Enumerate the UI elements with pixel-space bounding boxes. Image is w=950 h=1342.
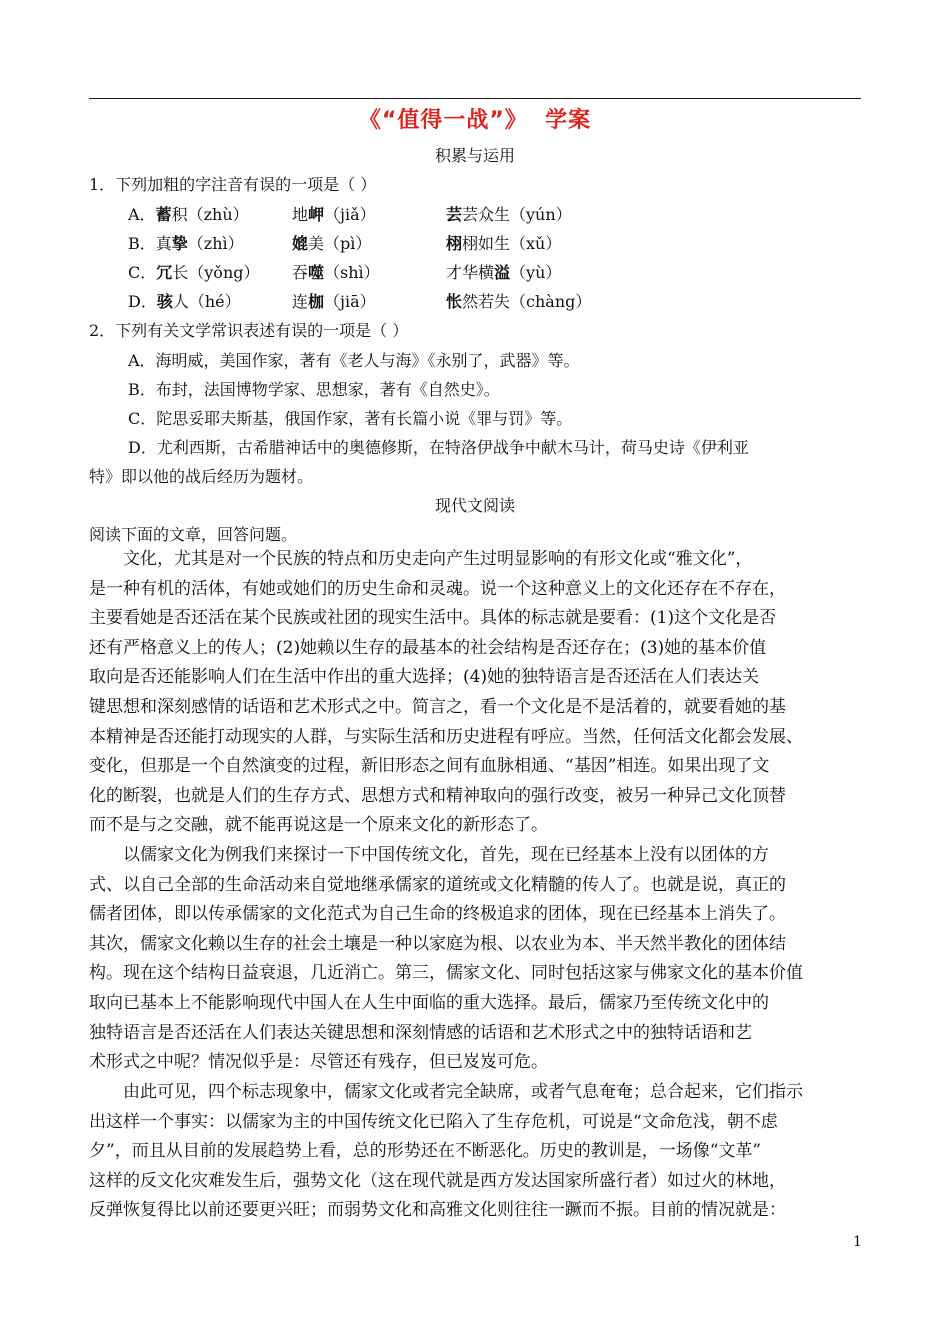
question-2-option-a: A．海明威，美国作家，著有《老人与海》《永别了，武器》等。 — [128, 351, 580, 370]
bold-char: 骇 — [156, 292, 173, 311]
option-label: D． — [128, 292, 157, 311]
option-b — [128, 231, 244, 254]
option-text: 栩如生（xǔ） — [462, 234, 562, 253]
option-label: A． — [128, 205, 156, 224]
bold-char: 芸 — [446, 205, 463, 224]
question-2-option-d-continued: 特》即以他的战后经历为题材。 — [89, 467, 314, 486]
header-rule — [89, 98, 861, 99]
text-line: 独特语言是否还活在人们表达关键思想和深刻情感的话语和艺术形式之中的独特话语和艺 — [89, 1022, 752, 1043]
option-a — [128, 202, 249, 225]
bold-char: 冗 — [156, 263, 173, 282]
text-line: 出这样一个事实：以儒家为主的中国传统文化已陷入了生存危机，可说是“文命危浅，朝不虑 — [89, 1111, 778, 1132]
page-number: 1 — [853, 1234, 862, 1250]
option-d-item-3 — [446, 289, 591, 312]
text-line: 儒者团体，即以传承儒家的文化范式为自己生命的终极追求的团体，现在已经基本上消失了。 — [89, 904, 786, 925]
text-line: 以儒家文化为例我们来探讨一下中国传统文化，首先，现在已经基本上没有以团体的方 — [89, 845, 769, 865]
reading-instructions: 阅读下面的文章，回答问题。 — [89, 525, 298, 544]
option-text: （yù） — [510, 263, 562, 282]
option-text: 积（zhù） — [171, 205, 249, 224]
question-2-option-b: B．布封，法国博物学家、思想家，著有《自然史》。 — [128, 380, 500, 399]
text-line: 反弹恢复得比以前还要更兴旺；而弱势文化和高雅文化则往往一蹶而不振。目前的情况就是： — [89, 1200, 786, 1221]
text-line: 取向已基本上不能影响现代中国人在人生中面临的重大选择。最后，儒家乃至传统文化中的 — [89, 992, 769, 1013]
option-text: 人（hé） — [172, 292, 241, 311]
question-1-stem: 1．下列加粗的字注音有误的一项是（ ） — [89, 175, 377, 194]
option-text: （zhì） — [187, 234, 244, 253]
option-text: 美（pì） — [308, 234, 372, 253]
option-text: 真 — [155, 234, 172, 253]
option-a-item-3 — [446, 202, 572, 225]
article-paragraph-3 — [89, 1078, 861, 1226]
section-heading-accumulation: 积累与运用 — [434, 146, 515, 165]
bold-char: 溢 — [494, 263, 511, 282]
option-text: 吞 — [292, 263, 309, 282]
option-text: （jiǎ） — [324, 205, 376, 224]
option-a-item-2 — [292, 202, 376, 225]
article-paragraph-1 — [89, 545, 861, 841]
text-line: 而不是与之交融，就不能再说这是一个原来文化的新形态了。 — [89, 815, 548, 836]
option-text: 连 — [292, 292, 309, 311]
option-text: （jiā） — [324, 292, 376, 311]
bold-char: 枷 — [308, 292, 325, 311]
text-line: 键思想和深刻感情的话语和艺术形式之中。简言之，看一个文化是不是活着的，就要看她的基 — [89, 696, 786, 717]
option-label: B． — [128, 234, 156, 253]
text-line: 化的断裂，也就是人们的生存方式、思想方式和精神取向的强行改变，被另一种异己文化顶替 — [89, 785, 786, 806]
text-line: 文化，尤其是对一个民族的特点和历史走向产生过明显影响的有形文化或“雅文化”， — [89, 549, 753, 569]
option-d-item-2 — [292, 289, 376, 312]
option-c — [128, 260, 260, 283]
option-label: C． — [128, 263, 157, 282]
text-line: 是一种有机的活体，有她或她们的历史生命和灵魂。说一个这种意义上的文化还存在不存在， — [89, 578, 786, 599]
bold-char: 噬 — [308, 263, 325, 282]
option-c-item-2 — [292, 260, 380, 283]
bold-char: 媲 — [292, 234, 309, 253]
option-b-item-3 — [446, 231, 561, 254]
text-line: 这样的反文化灾难发生后，强势文化（这在现代就是西方发达国家所盛行者）如过火的林地， — [89, 1170, 786, 1191]
section-heading-reading: 现代文阅读 — [434, 496, 515, 515]
option-text: 然若失（chàng） — [462, 292, 592, 311]
text-line: 由此可见，四个标志现象中，儒家文化或者完全缺席，或者气息奄奄；总合起来，它们指示 — [89, 1082, 803, 1102]
bold-char: 蓄 — [155, 205, 172, 224]
option-d — [128, 289, 241, 312]
option-text: 地 — [292, 205, 309, 224]
text-line: 主要看她是否还活在某个民族或社团的现实生活中。具体的标志就是要看：(1)这个文化是否 — [89, 608, 777, 629]
bold-char: 栩 — [446, 234, 463, 253]
option-text: 芸众生（yún） — [462, 205, 572, 224]
text-line: 本精神是否还能打动现实的人群，与实际生活和历史进程有呼应。当然，任何活文化都会发展、 — [89, 726, 803, 747]
article-paragraph-2 — [89, 841, 861, 1078]
option-text: 长（yǒng） — [172, 263, 260, 282]
text-line: 其次，儒家文化赖以生存的社会土壤是一种以家庭为根、以农业为本、半天然半教化的团体结 — [89, 933, 786, 954]
question-2-option-d: D．尤利西斯，古希腊神话中的奥德修斯，在特洛伊战争中献木马计，荷马史诗《伊利亚 — [128, 438, 749, 457]
bold-char: 怅 — [446, 292, 463, 311]
option-text: （shì） — [324, 263, 380, 282]
text-line: 夕”，而且从目前的发展趋势上看，总的形势还在不断恶化。历史的教训是，一场像“文革” — [89, 1141, 762, 1162]
bold-char: 岬 — [308, 205, 325, 224]
question-2-stem: 2．下列有关文学常识表述有误的一项是（ ） — [89, 321, 409, 340]
option-b-item-2 — [292, 231, 371, 254]
text-line: 构。现在这个结构日益衰退，几近消亡。第三，儒家文化、同时包括这家与佛家文化的基本价值 — [89, 963, 803, 984]
text-line: 取向是否还能影响人们在生活中作出的重大选择；(4)她的独特语言是否还活在人们表达关 — [89, 667, 760, 688]
question-2-option-c: C．陀思妥耶夫斯基，俄国作家，著有长篇小说《罪与罚》等。 — [128, 409, 573, 428]
text-line: 还有严格意义上的传人；(2)她赖以生存的最基本的社会结构是否还存在；(3)她的基本价值 — [89, 637, 767, 658]
option-c-item-3 — [446, 260, 561, 283]
document-title: 《“值得一战”》 学案 — [358, 108, 592, 133]
option-text: 才华横 — [446, 263, 495, 282]
text-line: 术形式之中呢？情况似乎是：尽管还有残存，但已岌岌可危。 — [89, 1052, 548, 1073]
text-line: 式、以自己全部的生命活动来自觉地继承儒家的道统或文化精髓的传人了。也就是说，真正的 — [89, 874, 786, 895]
bold-char: 挚 — [171, 234, 188, 253]
text-line: 变化，但那是一个自然演变的过程，新旧形态之间有血脉相通、“基因”相连。如果出现了文 — [89, 756, 770, 777]
